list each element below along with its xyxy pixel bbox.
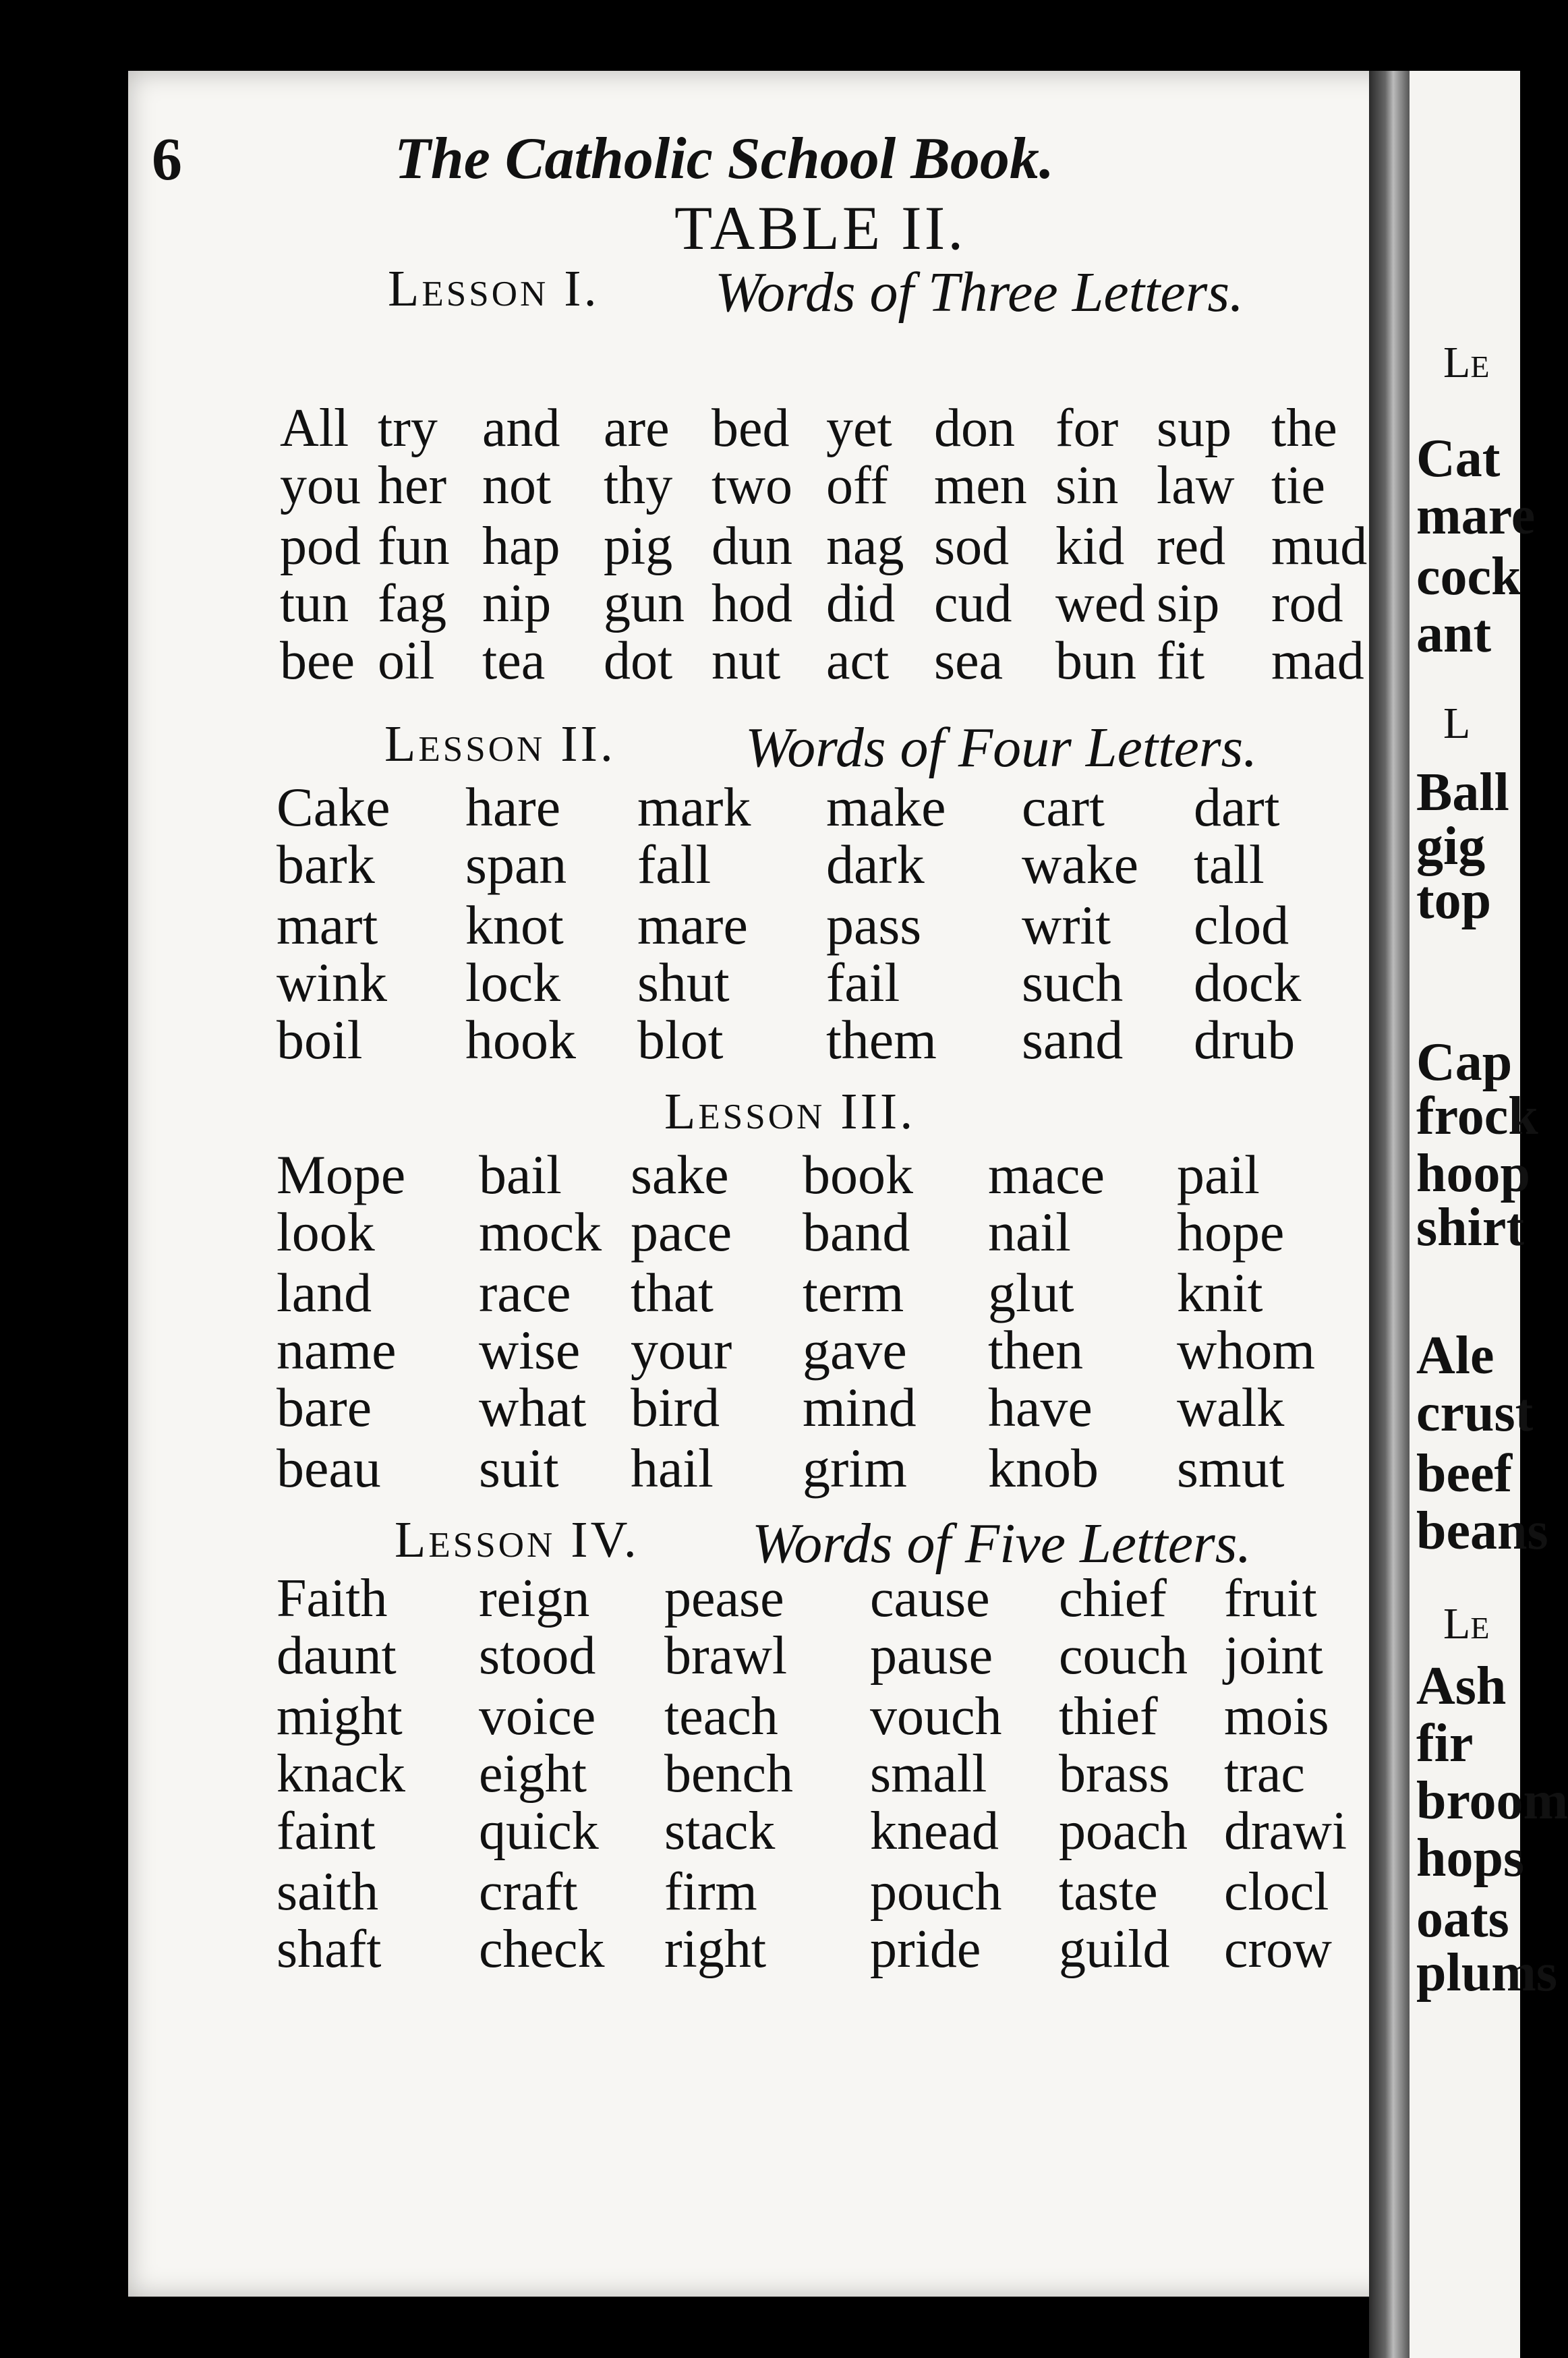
word-cell: the <box>1271 399 1337 458</box>
word-cell: did <box>826 574 896 633</box>
facing-page-word-fragment: fir <box>1416 1714 1474 1773</box>
word-cell: off <box>826 456 888 515</box>
word-cell: reign <box>479 1569 590 1628</box>
word-cell: hope <box>1177 1201 1285 1263</box>
word-cell: nail <box>988 1201 1071 1263</box>
word-cell: bee <box>280 631 355 691</box>
word-cell: look <box>277 1201 375 1263</box>
word-cell: craft <box>479 1862 578 1922</box>
word-cell: law <box>1157 456 1235 515</box>
facing-page-word-fragment: beef <box>1416 1444 1513 1503</box>
word-cell: teach <box>664 1687 778 1746</box>
lesson-1-subtitle: Words of Three Letters. <box>715 261 1244 324</box>
word-cell: fag <box>378 574 447 633</box>
word-cell: Mope <box>277 1144 406 1205</box>
facing-page-word-fragment: plums <box>1416 1943 1557 2003</box>
word-cell: couch <box>1059 1626 1188 1686</box>
word-cell: sea <box>934 631 1004 691</box>
facing-page-heading-fragment: Le <box>1443 1599 1490 1648</box>
word-cell: book <box>803 1144 913 1205</box>
word-cell: quick <box>479 1802 599 1861</box>
word-cell: chief <box>1059 1569 1167 1628</box>
word-cell: boil <box>277 1009 363 1070</box>
facing-page-word-fragment: Ash <box>1416 1657 1507 1716</box>
word-cell: yet <box>826 399 892 458</box>
page-number: 6 <box>152 126 182 193</box>
word-cell: and <box>482 399 560 458</box>
word-cell: for <box>1055 399 1119 458</box>
word-cell: small <box>870 1744 987 1804</box>
facing-page-word-fragment: oats <box>1416 1889 1509 1949</box>
word-cell: fall <box>637 834 712 895</box>
word-cell: race <box>479 1262 571 1323</box>
word-cell: sin <box>1055 456 1119 515</box>
word-cell: dart <box>1194 776 1280 838</box>
word-cell: Faith <box>277 1569 388 1628</box>
word-cell: make <box>826 776 946 838</box>
word-cell: dock <box>1194 952 1302 1013</box>
word-cell: band <box>803 1201 910 1263</box>
lesson-2-subtitle: Words of Four Letters. <box>745 716 1258 779</box>
word-cell: trac <box>1224 1744 1305 1804</box>
word-cell: knot <box>465 894 564 956</box>
word-cell: brass <box>1059 1744 1170 1804</box>
word-cell: red <box>1157 517 1226 576</box>
word-cell: brawl <box>664 1626 788 1686</box>
word-cell: sand <box>1022 1009 1124 1070</box>
word-cell: guild <box>1059 1920 1170 1979</box>
word-cell: bird <box>631 1377 720 1438</box>
word-cell: cud <box>934 574 1012 633</box>
word-cell: sup <box>1157 399 1232 458</box>
word-cell: fun <box>378 517 450 576</box>
word-cell: rod <box>1271 574 1343 633</box>
lesson-4-subtitle: Words of Five Letters. <box>752 1512 1252 1575</box>
running-header: The Catholic School Book. <box>395 126 1054 192</box>
word-cell: taste <box>1059 1862 1158 1922</box>
word-cell: don <box>934 399 1015 458</box>
word-cell: pride <box>870 1920 981 1979</box>
word-cell: vouch <box>870 1687 1002 1746</box>
word-cell: thief <box>1059 1687 1158 1746</box>
word-cell: mois <box>1224 1687 1329 1746</box>
word-cell: kid <box>1055 517 1125 576</box>
word-cell: bun <box>1055 631 1136 691</box>
word-cell: hare <box>465 776 561 838</box>
word-cell: cart <box>1022 776 1105 838</box>
lesson-3-heading: Lesson III. <box>664 1083 916 1140</box>
word-cell: name <box>277 1319 397 1381</box>
facing-page-word-fragment: Ball <box>1416 763 1509 822</box>
word-cell: mart <box>277 894 378 956</box>
word-cell: bark <box>277 834 375 895</box>
word-cell: fit <box>1157 631 1205 691</box>
word-cell: that <box>631 1262 714 1323</box>
word-cell: knob <box>988 1437 1099 1499</box>
word-cell: check <box>479 1920 605 1979</box>
word-cell: joint <box>1224 1626 1323 1686</box>
facing-page-fragment <box>1410 71 1568 2358</box>
word-cell: dun <box>712 517 792 576</box>
word-cell: are <box>604 399 670 458</box>
facing-page-word-fragment: cock <box>1416 547 1521 606</box>
word-cell: mud <box>1271 517 1368 576</box>
word-cell: have <box>988 1377 1093 1438</box>
word-cell: blot <box>637 1009 724 1070</box>
lesson-2-heading: Lesson II. <box>384 716 616 772</box>
word-cell: stood <box>479 1626 596 1686</box>
word-cell: nut <box>712 631 781 691</box>
facing-page-word-fragment: top <box>1416 871 1492 930</box>
word-cell: grim <box>803 1437 907 1499</box>
word-cell: hap <box>482 517 560 576</box>
word-cell: sip <box>1157 574 1220 633</box>
word-cell: wake <box>1022 834 1139 895</box>
word-cell: knead <box>870 1802 999 1861</box>
lesson-1-heading: Lesson I. <box>388 260 600 317</box>
word-cell: span <box>465 834 567 895</box>
word-cell: faint <box>277 1802 376 1861</box>
word-cell: beau <box>277 1437 381 1499</box>
word-cell: drawi <box>1224 1802 1347 1861</box>
word-cell: bare <box>277 1377 372 1438</box>
word-cell: hail <box>631 1437 714 1499</box>
book-page <box>128 71 1399 2297</box>
word-cell: you <box>280 456 361 515</box>
word-cell: mark <box>637 776 751 838</box>
word-cell: daunt <box>277 1626 397 1686</box>
word-cell: her <box>378 456 447 515</box>
word-cell: tie <box>1271 456 1325 515</box>
word-cell: two <box>712 456 792 515</box>
word-cell: pouch <box>870 1862 1002 1922</box>
word-cell: suit <box>479 1437 559 1499</box>
word-cell: might <box>277 1687 403 1746</box>
word-cell: pause <box>870 1626 993 1686</box>
facing-page-word-fragment: hops <box>1416 1829 1525 1888</box>
facing-page-word-fragment: gig <box>1416 817 1486 876</box>
word-cell: hod <box>712 574 792 633</box>
word-cell: what <box>479 1377 587 1438</box>
word-cell: saith <box>277 1862 379 1922</box>
word-cell: stack <box>664 1802 776 1861</box>
word-cell: pod <box>280 517 361 576</box>
word-cell: clod <box>1194 894 1289 956</box>
word-cell: tun <box>280 574 349 633</box>
word-cell: sod <box>934 517 1010 576</box>
word-cell: men <box>934 456 1027 515</box>
word-cell: shaft <box>277 1920 382 1979</box>
word-cell: mad <box>1271 631 1364 691</box>
word-cell: whom <box>1177 1319 1315 1381</box>
facing-page-word-fragment: Ale <box>1416 1326 1494 1385</box>
word-cell: wise <box>479 1319 581 1381</box>
word-cell: walk <box>1177 1377 1285 1438</box>
word-cell: bed <box>712 399 790 458</box>
word-cell: nag <box>826 517 904 576</box>
word-cell: clocl <box>1224 1862 1329 1922</box>
word-cell: bail <box>479 1144 562 1205</box>
word-cell: dark <box>826 834 925 895</box>
word-cell: drub <box>1194 1009 1296 1070</box>
word-cell: wink <box>277 952 387 1013</box>
word-cell: knack <box>277 1744 406 1804</box>
word-cell: fruit <box>1224 1569 1317 1628</box>
word-cell: knit <box>1177 1262 1263 1323</box>
word-cell: nip <box>482 574 552 633</box>
word-cell: bench <box>664 1744 794 1804</box>
word-cell: glut <box>988 1262 1074 1323</box>
facing-page-word-fragment: hoop <box>1416 1144 1530 1203</box>
word-cell: land <box>277 1262 372 1323</box>
facing-page-word-fragment: shirt <box>1416 1198 1524 1257</box>
word-cell: mace <box>988 1144 1105 1205</box>
word-cell: wed <box>1055 574 1146 633</box>
word-cell: pease <box>664 1569 784 1628</box>
word-cell: pig <box>604 517 673 576</box>
word-cell: fail <box>826 952 900 1013</box>
facing-page-word-fragment: Cap <box>1416 1033 1513 1092</box>
word-cell: sake <box>631 1144 729 1205</box>
word-cell: gave <box>803 1319 907 1381</box>
word-cell: right <box>664 1920 767 1979</box>
word-cell: cause <box>870 1569 990 1628</box>
facing-page-word-fragment: Cat <box>1416 429 1501 488</box>
word-cell: hook <box>465 1009 576 1070</box>
word-cell: try <box>378 399 438 458</box>
word-cell: poach <box>1059 1802 1188 1861</box>
word-cell: act <box>826 631 890 691</box>
word-cell: shut <box>637 952 730 1013</box>
facing-page-word-fragment: frock <box>1416 1087 1538 1146</box>
lesson-4-heading: Lesson IV. <box>395 1512 639 1568</box>
word-cell: your <box>631 1319 732 1381</box>
word-cell: mare <box>637 894 748 956</box>
book-gutter <box>1369 71 1410 2358</box>
facing-page-heading-fragment: L <box>1443 699 1471 748</box>
word-cell: smut <box>1177 1437 1285 1499</box>
facing-page-word-fragment: beans <box>1416 1501 1548 1561</box>
word-cell: mock <box>479 1201 602 1263</box>
word-cell: gun <box>604 574 685 633</box>
facing-page-word-fragment: ant <box>1416 604 1492 664</box>
word-cell: such <box>1022 952 1124 1013</box>
table-title: TABLE II. <box>674 194 966 262</box>
word-cell: lock <box>465 952 561 1013</box>
word-cell: tall <box>1194 834 1265 895</box>
word-cell: crow <box>1224 1920 1332 1979</box>
word-cell: pace <box>631 1201 732 1263</box>
word-cell: not <box>482 456 552 515</box>
word-cell: eight <box>479 1744 587 1804</box>
word-cell: them <box>826 1009 937 1070</box>
word-cell: voice <box>479 1687 596 1746</box>
word-cell: pail <box>1177 1144 1260 1205</box>
word-cell: pass <box>826 894 922 956</box>
word-cell: oil <box>378 631 435 691</box>
word-cell: firm <box>664 1862 757 1922</box>
word-cell: thy <box>604 456 673 515</box>
word-cell: writ <box>1022 894 1111 956</box>
facing-page-word-fragment: crust <box>1416 1383 1534 1443</box>
facing-page-word-fragment: mare <box>1416 486 1536 546</box>
word-cell: term <box>803 1262 904 1323</box>
word-cell: mind <box>803 1377 917 1438</box>
word-cell: tea <box>482 631 546 691</box>
word-cell: then <box>988 1319 1084 1381</box>
facing-page-heading-fragment: Le <box>1443 338 1490 387</box>
word-cell: dot <box>604 631 673 691</box>
facing-page-word-fragment: broom <box>1416 1771 1568 1831</box>
word-cell: All <box>280 399 349 458</box>
word-cell: Cake <box>277 776 390 838</box>
